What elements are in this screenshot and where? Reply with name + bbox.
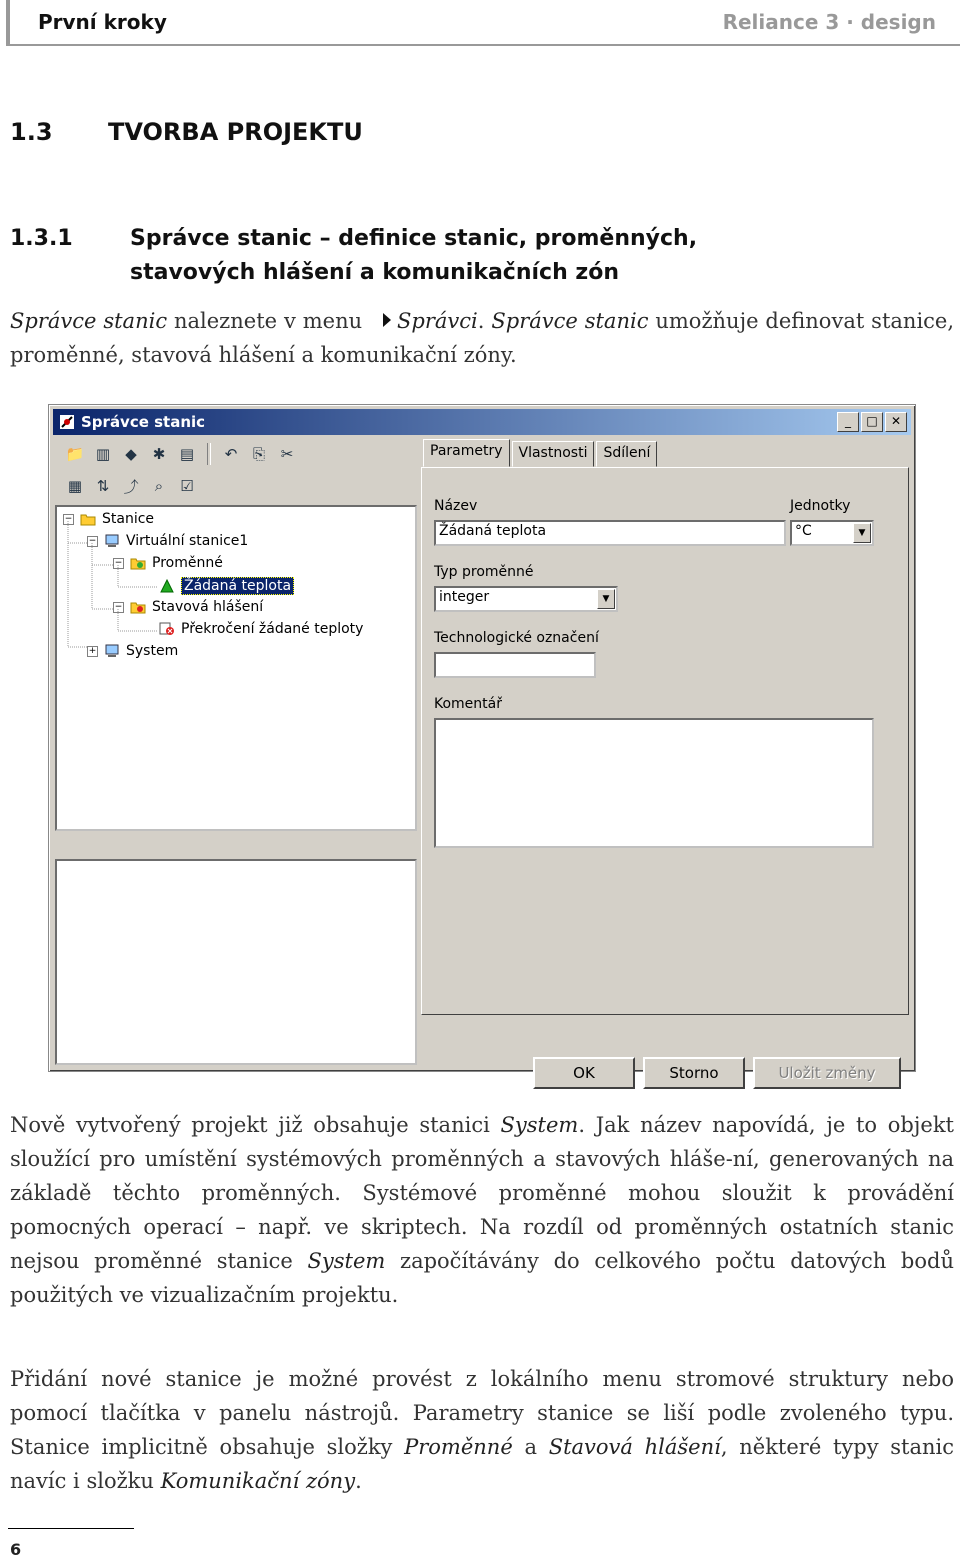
undo-icon[interactable]: ↶ <box>224 445 238 463</box>
chevron-down-icon[interactable]: ▼ <box>597 589 615 609</box>
name-field[interactable]: Žádaná teplota <box>434 520 786 546</box>
tree-label: Překročení žádané teploty <box>181 621 364 637</box>
tree-label: Virtuální stanice1 <box>126 533 249 549</box>
collapse-icon[interactable]: − <box>88 535 97 546</box>
intro-text-3: umožňuje definovat stanice, proměnné, stavová hlášení a komunikační zóny. <box>10 309 955 367</box>
detail-pane[interactable] <box>55 859 417 1065</box>
intro-text-1: naleznete v menu <box>167 309 370 333</box>
tab-properties[interactable]: Vlastnosti <box>512 441 595 467</box>
section-heading <box>10 118 363 146</box>
subsection-title-line1: Správce stanic – definice stanic, proměnných, <box>130 226 698 251</box>
term-station-manager: Správce stanic <box>10 309 168 333</box>
tree-label: Stanice <box>102 511 155 527</box>
folder-icon[interactable]: 📁 <box>65 445 85 463</box>
body-paragraph-system <box>10 1108 954 1312</box>
term-system-2: System <box>307 1249 386 1273</box>
header-chapter: První kroky <box>38 10 167 34</box>
parameters-panel <box>421 467 909 1015</box>
minimize-icon[interactable]: _ <box>837 412 859 432</box>
section-number: 1.3 <box>10 118 53 146</box>
comment-label: Komentář <box>434 696 502 712</box>
window-titlebar <box>53 409 911 435</box>
menu-arrow-icon <box>383 313 391 327</box>
tech-field[interactable] <box>434 652 596 678</box>
section-title: TVORBA PROJEKTU <box>108 118 363 146</box>
tab-parameters[interactable]: Parametry <box>423 439 510 467</box>
find-icon[interactable]: ⌕ <box>154 477 164 495</box>
tree-label: System <box>126 643 179 659</box>
cut-icon[interactable]: ✂ <box>280 445 294 463</box>
ok-button[interactable]: OK <box>533 1057 635 1089</box>
alarm-icon[interactable]: ✱ <box>152 445 166 463</box>
close-icon[interactable]: ✕ <box>885 412 907 432</box>
station-icon[interactable]: ▥ <box>95 445 111 463</box>
toolbar-bottom <box>55 471 415 501</box>
intro-paragraph <box>10 304 954 372</box>
tab-strip <box>423 441 659 467</box>
tree-label-selected: Žádaná teplota <box>181 577 294 595</box>
term-system: System <box>500 1113 579 1137</box>
page-number: 6 <box>10 1540 22 1559</box>
left-pane <box>55 439 417 1065</box>
zone-icon[interactable]: ▤ <box>179 445 195 463</box>
collapse-icon[interactable]: − <box>114 557 123 568</box>
maximize-icon[interactable]: □ <box>861 412 883 432</box>
chevron-down-icon[interactable]: ▼ <box>853 523 871 543</box>
right-pane <box>421 439 911 1082</box>
para3-text-2: a <box>512 1435 549 1459</box>
save-changes-button[interactable]: Uložit změny <box>753 1057 901 1089</box>
tree-lines <box>57 507 257 667</box>
subsection-title-line2: stavových hlášení a komunikačních zón <box>130 260 619 285</box>
name-label: Název <box>434 498 478 514</box>
expand-icon[interactable]: + <box>88 645 97 656</box>
variable-type-value: integer <box>439 589 490 605</box>
units-label: Jednotky <box>790 498 851 514</box>
toolbar-top <box>55 439 415 469</box>
page-header <box>6 0 960 46</box>
variable-icon[interactable]: ◆ <box>125 445 137 463</box>
para3-text-3: , některé typy stanic navíc i složku <box>10 1435 955 1493</box>
tree-label: Proměnné <box>152 555 223 571</box>
body-paragraph-new-station <box>10 1362 954 1498</box>
term-variables: Proměnné <box>404 1435 513 1459</box>
tree-label: Stavová hlášení <box>152 599 264 615</box>
sort-icon[interactable]: ⇅ <box>96 477 110 495</box>
toolbar-separator <box>207 443 211 465</box>
para3-text-1: Přidání nové stanice je možné provést z lokálního menu stromové struktury nebo pomocí tlačítka v panelu nástrojů. Parametry stanice se liší podle zvoleného typu. Stanice implicitně obsahuje složky <box>10 1367 954 1459</box>
window-title: Správce stanic <box>81 413 206 431</box>
folder-up-icon[interactable]: ⤴ <box>123 477 139 496</box>
comment-field[interactable] <box>434 718 874 848</box>
units-select[interactable] <box>790 520 874 546</box>
view-icon[interactable]: ▦ <box>67 477 83 495</box>
copy-icon[interactable]: ⎘ <box>252 445 265 463</box>
station-tree[interactable] <box>55 505 417 831</box>
collapse-icon[interactable]: − <box>114 601 123 612</box>
term-managers-menu: Správci <box>397 309 478 333</box>
subsection-number: 1.3.1 <box>10 226 73 251</box>
term-comm-zones: Komunikační zóny <box>160 1469 356 1493</box>
variable-type-select[interactable] <box>434 586 618 612</box>
para2-text-1: Nově vytvořený projekt již obsahuje stanici <box>10 1113 501 1137</box>
app-icon <box>59 414 75 430</box>
header-product: Reliance 3 · design <box>722 10 936 34</box>
term-station-manager-2: Správce stanic <box>491 309 649 333</box>
para2-text-3: započítávány do celkového počtu datových bodů použitých ve vizualizačním projektu. <box>10 1249 954 1307</box>
units-value: °C <box>795 523 812 539</box>
para2-text-2: . Jak název napovídá, je to objekt sloužící pro umístění systémových proměnných a stavových hláše-ní, generovaných na základě těchto proměnných. Systémové proměnné mohou sloužit k provádění pomocných operací – např. ve skriptech. Na rozdíl od proměnných ostatních stanic nejsou proměnné stanice <box>10 1113 954 1273</box>
tab-sharing[interactable]: Sdílení <box>596 441 657 467</box>
cancel-button[interactable]: Storno <box>643 1057 745 1089</box>
variable-type-label: Typ proměnné <box>434 564 534 580</box>
footer-rule <box>8 1528 134 1529</box>
intro-text-2: . <box>477 309 492 333</box>
term-alarms: Stavová hlášení <box>548 1435 721 1459</box>
station-manager-window <box>48 404 916 1082</box>
check-icon[interactable]: ☑ <box>180 477 194 495</box>
collapse-icon[interactable]: − <box>64 513 73 524</box>
tech-label: Technologické označení <box>434 630 599 646</box>
para3-text-4: . <box>355 1469 362 1493</box>
